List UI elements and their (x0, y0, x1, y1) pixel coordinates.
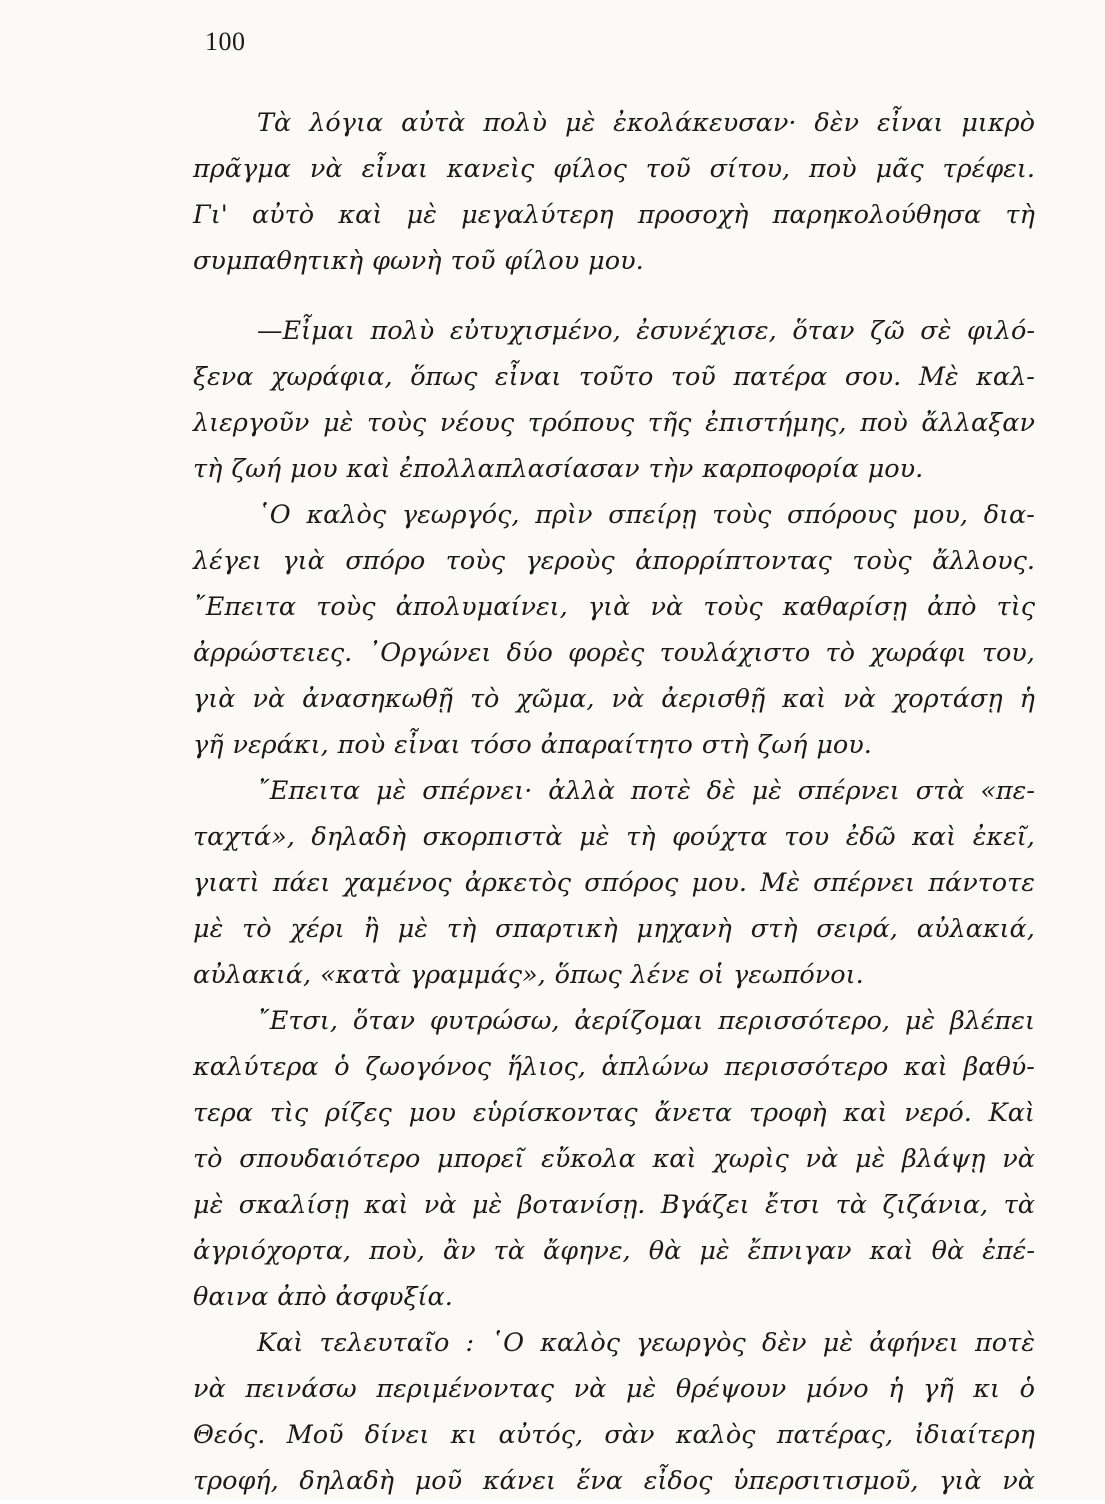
text-line: ἀγριόχορτα, ποὺ, ἂν τὰ ἄφηνε, θὰ μὲ ἔπνιγαν καὶ θὰ ἐπέ- (193, 1236, 1035, 1266)
text-line: μὲ σκαλίσῃ καὶ νὰ μὲ βοτανίσῃ. Βγάζει ἔτσι τὰ ζιζάνια, τὰ (193, 1190, 1035, 1220)
text-line: ῎Επειτα μὲ σπέρνει· ἀλλὰ ποτὲ δὲ μὲ σπέρνει στὰ «πε- (257, 776, 1035, 806)
text-line: λέγει γιὰ σπόρο τοὺς γεροὺς ἀπορρίπτοντας τοὺς ἄλλους. (193, 546, 1035, 576)
text-line: Τὰ λόγια αὐτὰ πολὺ μὲ ἐκολάκευσαν· δὲν εἶναι μικρὸ (257, 108, 1035, 138)
paragraph (193, 492, 1035, 768)
body-text (193, 100, 1035, 1504)
text-line: τὸ σπουδαιότερο μπορεῖ εὔκολα καὶ χωρὶς νὰ μὲ βλάψῃ νὰ (193, 1144, 1035, 1174)
text-line: γιατὶ πάει χαμένος ἀρκετὸς σπόρος μου. Μὲ σπέρνει πάντοτε (193, 868, 1035, 898)
page-number: 100 (205, 27, 246, 56)
text-line: ξενα χωράφια, ὅπως εἶναι τοῦτο τοῦ πατέρα σου. Μὲ καλ- (193, 362, 1035, 392)
text-line: Θεός. Μοῦ δίνει κι αὐτός, σὰν καλὸς πατέρας, ἰδιαίτερη (193, 1420, 1035, 1450)
text-line: ταχτά», δηλαδὴ σκορπιστὰ μὲ τὴ φούχτα του ἐδῶ καὶ ἐκεῖ, (193, 822, 1035, 852)
text-line: τροφή, δηλαδὴ μοῦ κάνει ἕνα εἶδος ὑπερσιτισμοῦ, γιὰ νὰ (193, 1466, 1035, 1496)
text-line: —Εἶμαι πολὺ εὐτυχισμένο, ἐσυνέχισε, ὅταν ζῶ σὲ φιλό- (257, 316, 1035, 346)
paragraph (193, 100, 1035, 284)
paragraph (193, 308, 1035, 492)
text-line: μὲ τὸ χέρι ἢ μὲ τὴ σπαρτικὴ μηχανὴ στὴ σειρά, αὐλακιά, (193, 914, 1035, 944)
paragraph (193, 768, 1035, 998)
text-line: γῆ νεράκι, ποὺ εἶναι τόσο ἀπαραίτητο στὴ ζωή μου. (193, 730, 872, 760)
text-line: θαινα ἀπὸ ἀσφυξία. (193, 1282, 453, 1312)
text-line: γιὰ νὰ ἀνασηκωθῇ τὸ χῶμα, νὰ ἀερισθῇ καὶ νὰ χορτάσῃ ἡ (193, 684, 1035, 714)
paragraph (193, 1320, 1035, 1504)
text-line: πρᾶγμα νὰ εἶναι κανεὶς φίλος τοῦ σίτου, ποὺ μᾶς τρέφει. (193, 154, 1035, 184)
text-line: ἀρρώστειες. ᾿Οργώνει δύο φορὲς τουλάχιστο τὸ χωράφι του, (193, 638, 1035, 668)
paragraph-gap (193, 284, 1035, 308)
text-line: συμπαθητικὴ φωνὴ τοῦ φίλου μου. (193, 246, 644, 276)
text-line: Γι' αὐτὸ καὶ μὲ μεγαλύτερη προσοχὴ παρηκολούθησα τὴ (193, 200, 1035, 230)
text-line: λιεργοῦν μὲ τοὺς νέους τρόπους τῆς ἐπιστήμης, ποὺ ἄλλαξαν (193, 408, 1035, 438)
text-line: αὐλακιά, «κατὰ γραμμάς», ὅπως λένε οἱ γεωπόνοι. (193, 960, 864, 990)
text-line: τὴ ζωή μου καὶ ἐπολλαπλασίασαν τὴν καρποφορία μου. (193, 454, 924, 484)
text-line: νὰ πεινάσω περιμένοντας νὰ μὲ θρέψουν μόνο ἡ γῆ κι ὁ (193, 1374, 1035, 1404)
text-line: τερα τὶς ρίζες μου εὑρίσκοντας ἄνετα τροφὴ καὶ νερό. Καὶ (193, 1098, 1035, 1128)
paragraph (193, 998, 1035, 1320)
text-line: ῎Ετσι, ὅταν φυτρώσω, ἀερίζομαι περισσότερο, μὲ βλέπει (257, 1006, 1035, 1036)
text-line: Καὶ τελευταῖο : ῾Ο καλὸς γεωργὸς δὲν μὲ ἀφήνει ποτὲ (257, 1328, 1035, 1358)
text-line: καλύτερα ὁ ζωογόνος ἥλιος, ἁπλώνω περισσότερο καὶ βαθύ- (193, 1052, 1035, 1082)
text-line: ῎Επειτα τοὺς ἀπολυμαίνει, γιὰ νὰ τοὺς καθαρίσῃ ἀπὸ τὶς (193, 592, 1035, 622)
text-line: ῾Ο καλὸς γεωργός, πρὶν σπείρῃ τοὺς σπόρους μου, δια- (257, 500, 1035, 530)
